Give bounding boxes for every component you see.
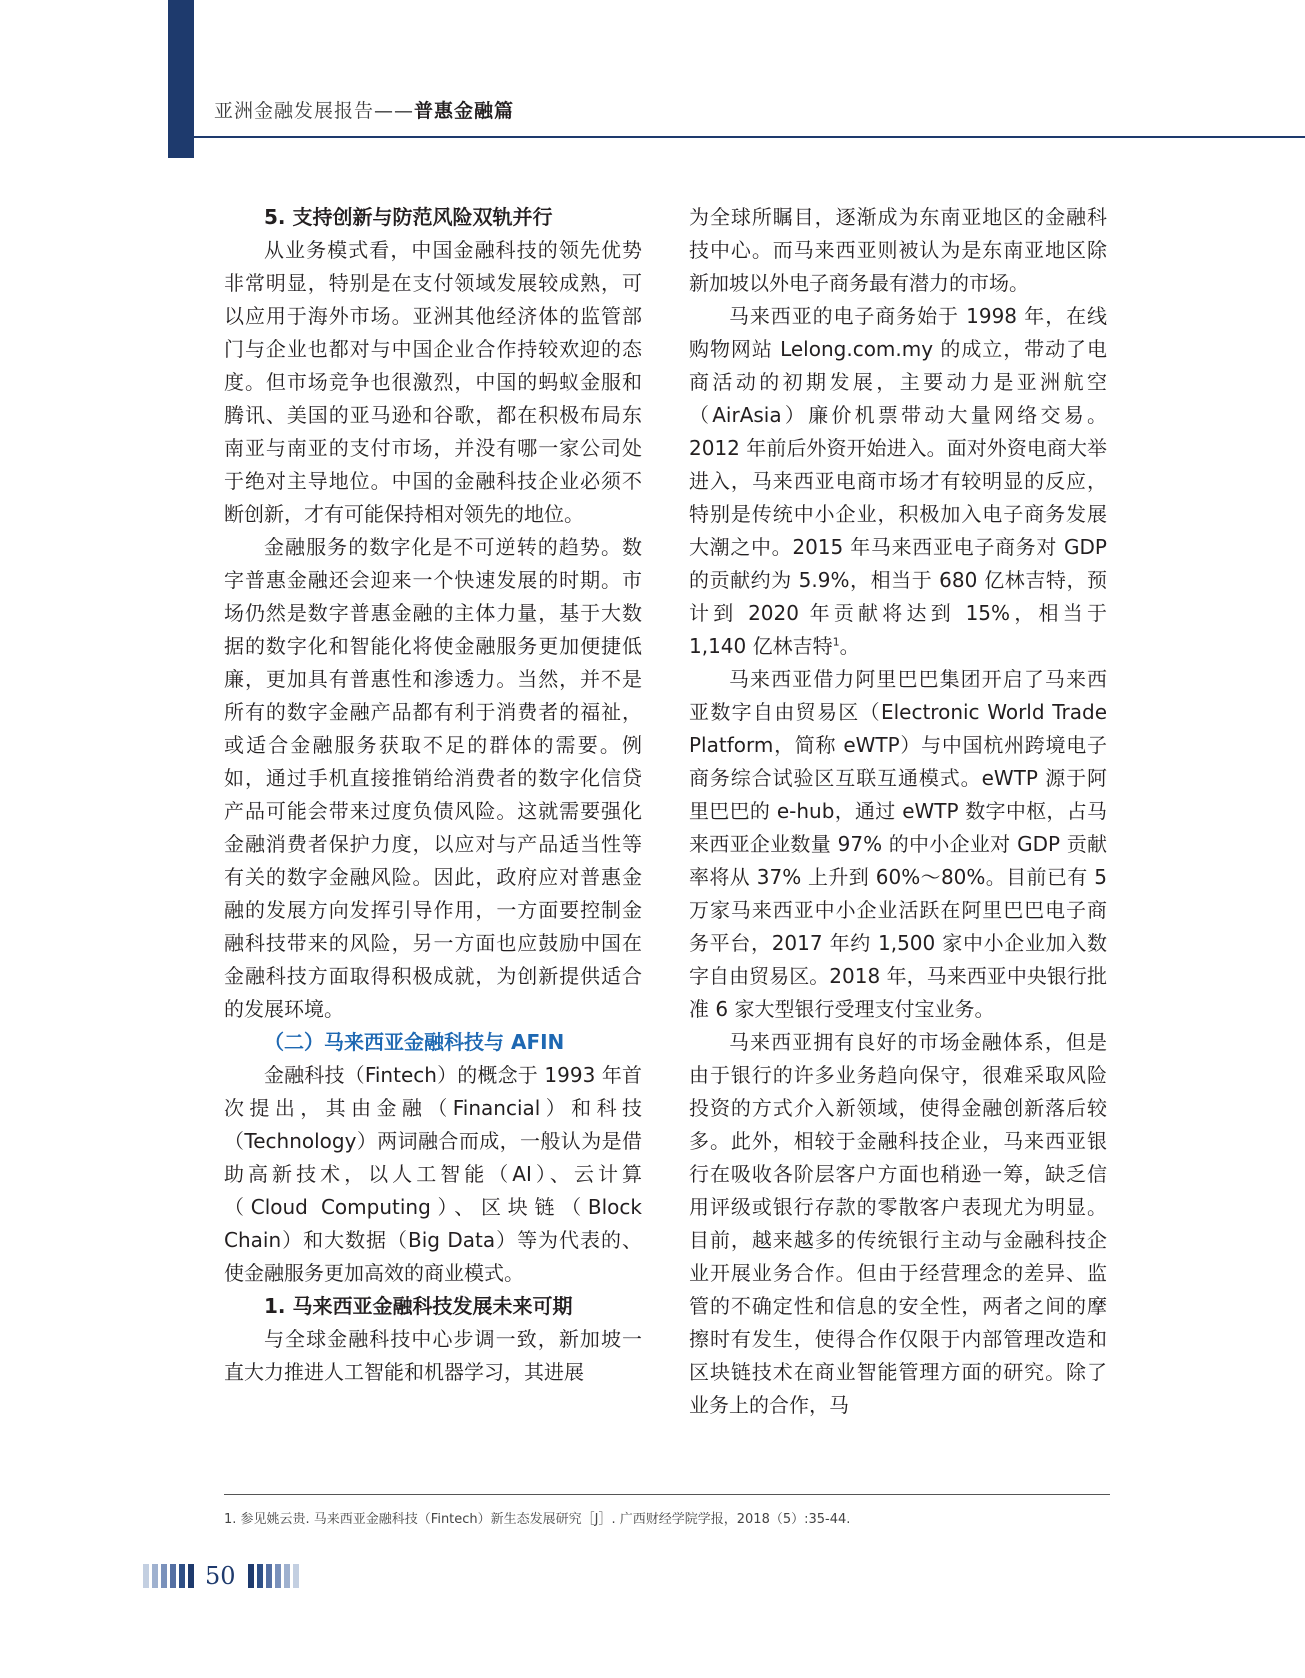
page-footer: [143, 1562, 302, 1590]
right-column: [689, 201, 1107, 1422]
subheading-5: 5. 支持创新与防范风险双轨并行: [264, 205, 553, 229]
footer-stripe: [248, 1564, 254, 1588]
footer-stripe: [161, 1564, 167, 1588]
header-side-bar: [168, 0, 194, 158]
paragraph: 金融科技（Fintech）的概念于 1993 年首次提出，其由金融（Financial）和科技（Technology）两词融合而成，一般认为是借助高新技术，以人工智能（AI）、云计算（Cloud Computing）、区块链（Block Chain）和大数据（Big Data）等为代表的、使金融服务更加高效的商业模式。: [224, 1063, 642, 1285]
paragraph-text: 马来西亚的电子商务始于 1998 年，在线购物网站 Lelong.com.my 的成立，带动了电商活动的初期发展，主要动力是亚洲航空（AirAsia）廉价机票带动大量网络交易。2012 年前后外资开始进入。面对外资电商大举进入，马来西亚电商市场才有较明显的反应，特别是传统中小企业，积极加入电子商务发展大潮之中。2015 年马来西亚电子商务对 GDP 的贡献约为 5.9%，相当于 680 亿林吉特，预计到 2020 年贡献将达到 15%，相当于 1,140 亿林吉特: [689, 304, 1107, 658]
paragraph: [689, 300, 1107, 663]
running-header: [214, 96, 514, 123]
footer-stripe: [293, 1564, 299, 1588]
footer-stripe: [257, 1564, 263, 1588]
footnote-marker[interactable]: 1: [832, 635, 840, 649]
footnote: 1. 参见姚云贵. 马来西亚金融科技（Fintech）新生态发展研究［J］. 广西财经学院学报，2018（5）:35-44.: [224, 1512, 851, 1527]
footer-stripes-right: [248, 1564, 302, 1588]
header-rule: [194, 136, 1305, 138]
footer-stripe: [143, 1564, 149, 1588]
left-column: [224, 201, 642, 1389]
footer-stripes-left: [143, 1564, 197, 1588]
page-number: 50: [205, 1562, 236, 1590]
footer-stripe: [188, 1564, 194, 1588]
paragraph-end: 。: [839, 634, 860, 658]
paragraph: 马来西亚借力阿里巴巴集团开启了马来西亚数字自由贸易区（Electronic World Trade Platform，简称 eWTP）与中国杭州跨境电子商务综合试验区互联互通模式。eWTP 源于阿里巴巴的 e-hub，通过 eWTP 数字中枢，占马来西亚企业数量 97% 的中小企业对 GDP 贡献率将从 37% 上升到 60%～80%。目前已有 5 万家马来西亚中小企业活跃在阿里巴巴电子商务平台，2017 年约 1,500 家中小企业加入数字自由贸易区。2018 年，马来西亚中央银行批准 6 家大型银行受理支付宝业务。: [689, 667, 1107, 1021]
footnote-rule: [224, 1494, 1110, 1495]
footer-stripe: [179, 1564, 185, 1588]
section-heading: （二）马来西亚金融科技与 AFIN: [264, 1030, 565, 1054]
paragraph: 从业务模式看，中国金融科技的领先优势非常明显，特别是在支付领域发展较成熟，可以应用于海外市场。亚洲其他经济体的监管部门与企业也都对与中国企业合作持较欢迎的态度。但市场竞争也很激烈，中国的蚂蚁金服和腾讯、美国的亚马逊和谷歌，都在积极布局东南亚与南亚的支付市场，并没有哪一家公司处于绝对主导地位。中国的金融科技企业必须不断创新，才有可能保持相对领先的地位。: [224, 238, 642, 526]
subheading-1: 1. 马来西亚金融科技发展未来可期: [264, 1294, 573, 1318]
footer-stripe: [152, 1564, 158, 1588]
footer-stripe: [170, 1564, 176, 1588]
paragraph: 为全球所瞩目，逐渐成为东南亚地区的金融科技中心。而马来西亚则被认为是东南亚地区除新加坡以外电子商务最有潜力的市场。: [689, 205, 1107, 295]
footer-stripe: [284, 1564, 290, 1588]
running-header-title: 亚洲金融发展报告——: [214, 100, 415, 122]
running-header-subtitle: 普惠金融篇: [414, 100, 515, 122]
paragraph: 马来西亚拥有良好的市场金融体系，但是由于银行的许多业务趋向保守，很难采取风险投资的方式介入新领域，使得金融创新落后较多。此外，相较于金融科技企业，马来西亚银行在吸收各阶层客户方面也稍逊一筹，缺乏信用评级或银行存款的零散客户表现尤为明显。目前，越来越多的传统银行主动与金融科技企业开展业务合作。但由于经营理念的差异、监管的不确定性和信息的安全性，两者之间的摩擦时有发生，使得合作仅限于内部管理改造和区块链技术在商业智能管理方面的研究。除了业务上的合作，马: [689, 1030, 1107, 1417]
footer-stripe: [275, 1564, 281, 1588]
paragraph: 与全球金融科技中心步调一致，新加坡一直大力推进人工智能和机器学习，其进展: [224, 1327, 642, 1384]
paragraph: 金融服务的数字化是不可逆转的趋势。数字普惠金融还会迎来一个快速发展的时期。市场仍然是数字普惠金融的主体力量，基于大数据的数字化和智能化将使金融服务更加便捷低廉，更加具有普惠性和渗透力。当然，并不是所有的数字金融产品都有利于消费者的福祉，或适合金融服务获取不足的群体的需要。例如，通过手机直接推销给消费者的数字化信贷产品可能会带来过度负债风险。这就需要强化金融消费者保护力度，以应对与产品适当性等有关的数字金融风险。因此，政府应对普惠金融的发展方向发挥引导作用，一方面要控制金融科技带来的风险，另一方面也应鼓励中国在金融科技方面取得积极成就，为创新提供适合的发展环境。: [224, 535, 642, 1021]
footer-stripe: [266, 1564, 272, 1588]
